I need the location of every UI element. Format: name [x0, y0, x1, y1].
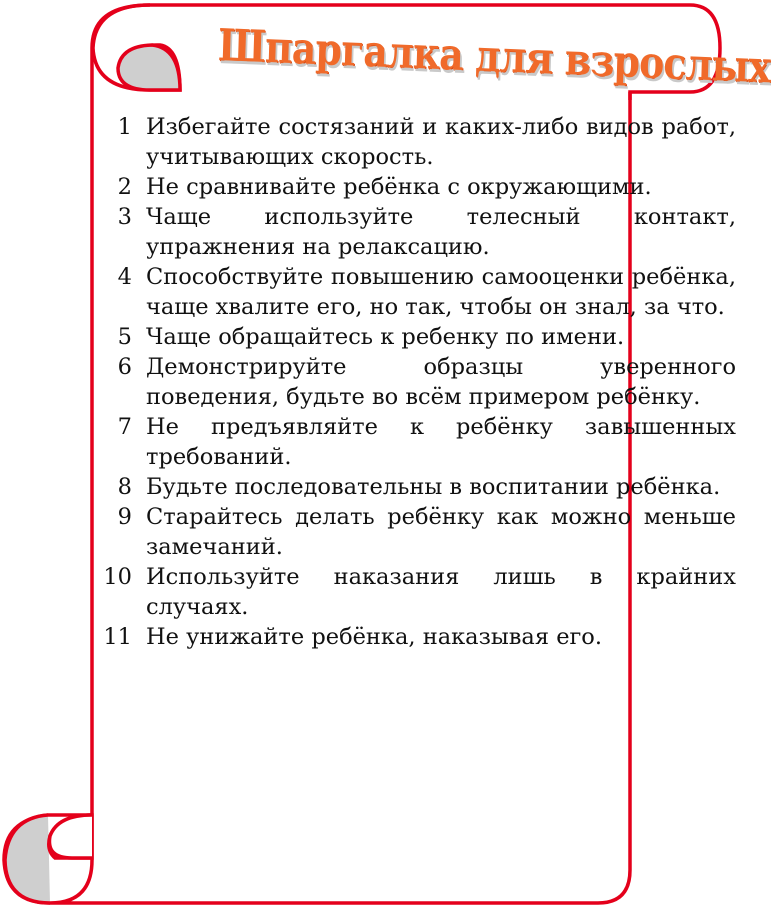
item-text: Чаще используйте телесный контакт, упражнения на релаксацию.: [146, 204, 736, 260]
item-text: Избегайте состязаний и каких-либо видов работ, учитывающих скорость.: [146, 114, 736, 170]
list-item: [98, 322, 736, 352]
item-number: 11: [103, 624, 132, 650]
item-text: Не сравнивайте ребёнка с окружающими.: [146, 174, 652, 200]
item-text: Будьте последовательны в воспитании ребёнка.: [146, 474, 721, 500]
item-number: 10: [103, 564, 132, 590]
item-text: Способствуйте повышению самооценки ребёнка, чаще хвалите его, но так, чтобы он знал, за что.: [146, 264, 736, 320]
item-number: 4: [117, 264, 132, 290]
list-item: [98, 472, 736, 502]
item-number: 5: [117, 324, 132, 350]
item-text: Чаще обращайтесь к ребенку по имени.: [146, 324, 625, 350]
list-item: [98, 112, 736, 172]
tips-list: [98, 112, 736, 812]
item-text: Используйте наказания лишь в крайних случаях.: [146, 564, 736, 620]
item-number: 7: [117, 414, 132, 440]
list-item: [98, 262, 736, 322]
item-number: 2: [117, 174, 132, 200]
item-number: 3: [117, 204, 132, 230]
page-title: Шпаргалка для взрослых: [217, 20, 771, 94]
item-number: 1: [117, 114, 132, 140]
bottom-curl-inner: [49, 815, 92, 858]
list-item: [98, 202, 736, 262]
item-text: Не предъявляйте к ребёнку завышенных требований.: [146, 414, 736, 470]
item-number: 9: [117, 504, 132, 530]
item-number: 8: [117, 474, 132, 500]
item-number: 6: [117, 354, 132, 380]
list-item: [98, 502, 736, 562]
list-item: [98, 622, 736, 652]
list-item: [98, 562, 736, 622]
item-text: Не унижайте ребёнка, наказывая его.: [146, 624, 602, 650]
list-item: [98, 352, 736, 412]
item-text: Старайтесь делать ребёнку как можно меньше замечаний.: [146, 504, 736, 560]
item-text: Демонстрируйте образцы уверенного поведения, будьте во всём примером ребёнку.: [146, 354, 736, 410]
list-item: [98, 412, 736, 472]
list-item: [98, 172, 736, 202]
